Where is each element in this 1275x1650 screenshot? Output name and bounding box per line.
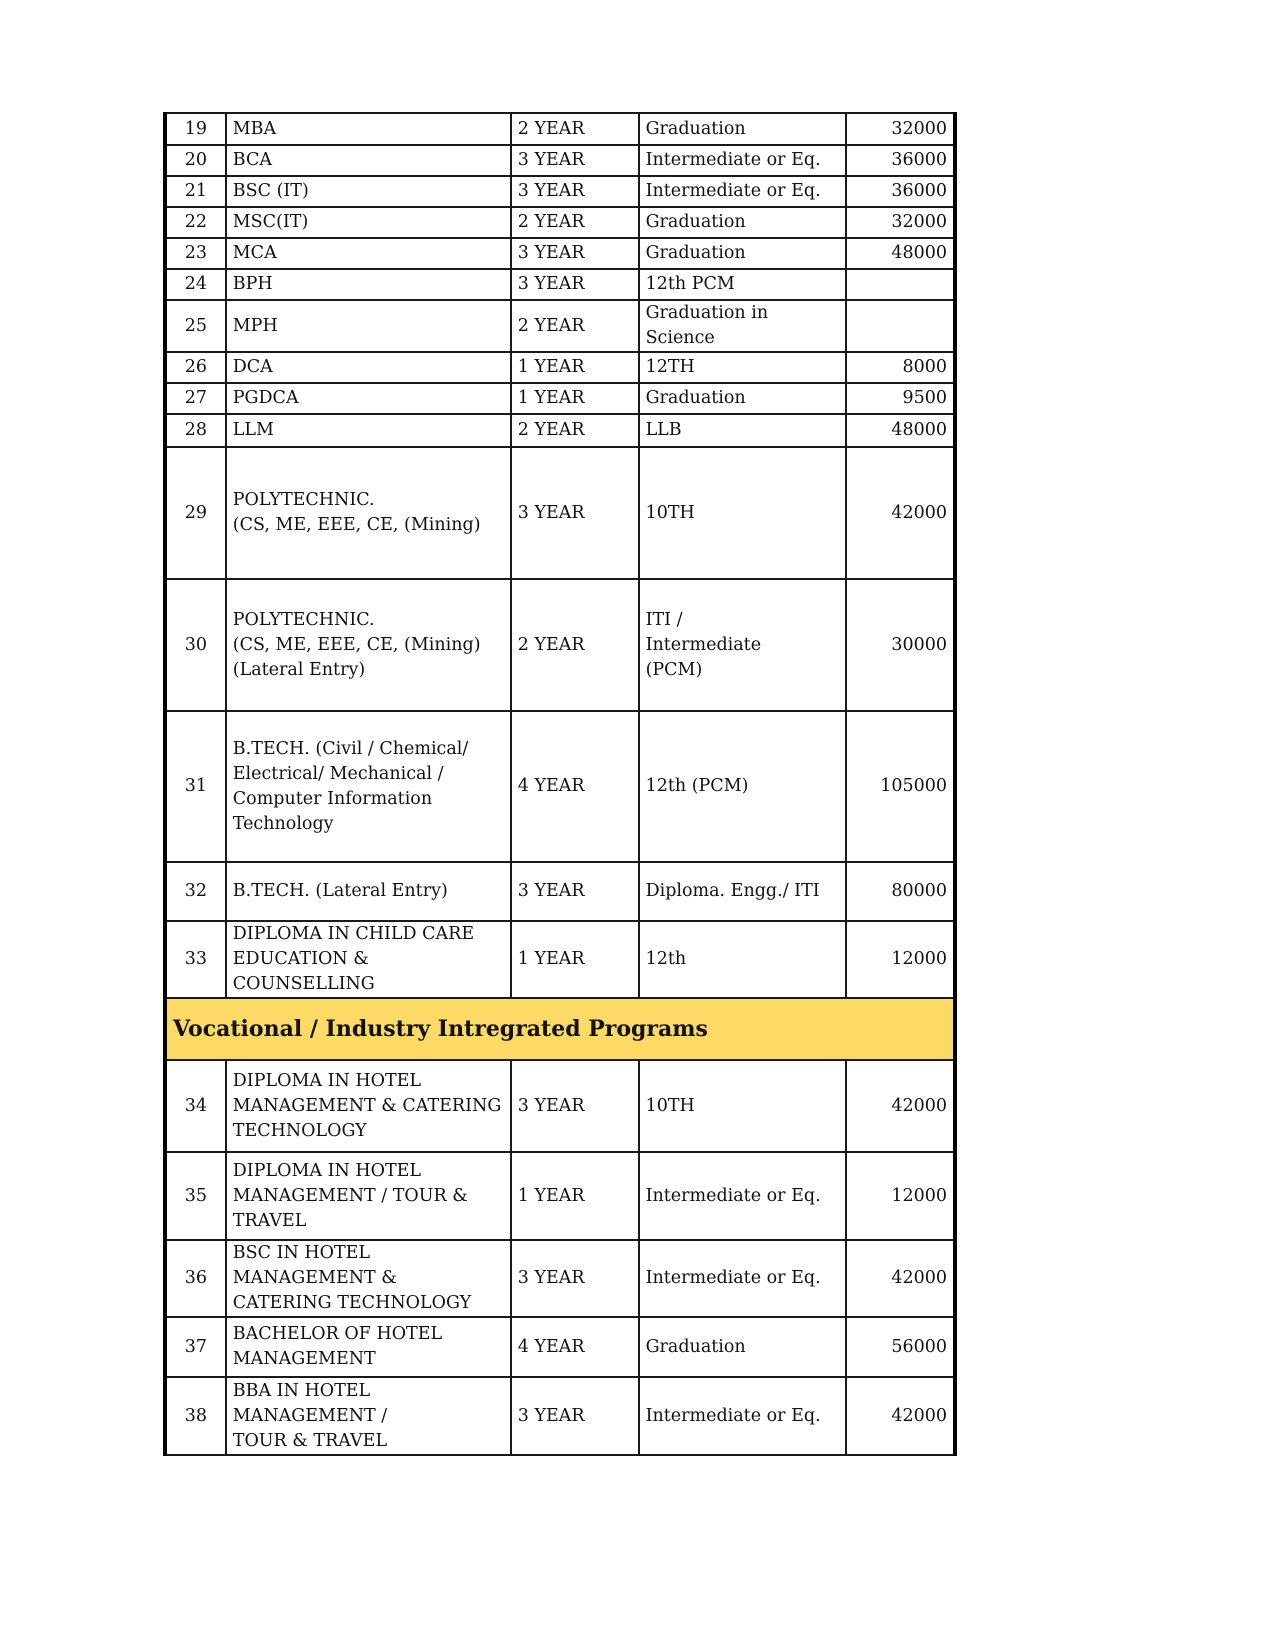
duration-cell: 2 YEAR (511, 579, 639, 711)
duration-cell: 3 YEAR (511, 238, 639, 269)
course-name-cell: DCA (226, 352, 511, 383)
fee-cell: 8000 (846, 352, 955, 383)
serial-number-cell: 21 (165, 176, 226, 207)
fee-cell: 42000 (846, 1377, 955, 1455)
duration-cell: 3 YEAR (511, 145, 639, 176)
course-rows-group-2 (165, 1060, 955, 1455)
serial-number-cell: 27 (165, 383, 226, 414)
course-rows-group-1 (165, 113, 955, 998)
qualification-cell: 12th (PCM) (639, 711, 846, 862)
duration-cell: 3 YEAR (511, 1240, 639, 1317)
course-row (165, 1240, 955, 1317)
fee-cell: 36000 (846, 176, 955, 207)
duration-cell: 3 YEAR (511, 269, 639, 300)
duration-cell: 1 YEAR (511, 352, 639, 383)
course-name-cell: BACHELOR OF HOTEL MANAGEMENT (226, 1317, 511, 1377)
fee-cell: 56000 (846, 1317, 955, 1377)
course-name-cell: B.TECH. (Civil / Chemical/ Electrical/ Mechanical / Computer Information Technology (226, 711, 511, 862)
course-name-cell: MSC(IT) (226, 207, 511, 238)
fee-cell: 30000 (846, 579, 955, 711)
duration-cell: 1 YEAR (511, 1152, 639, 1240)
duration-cell: 3 YEAR (511, 1060, 639, 1152)
fee-cell: 80000 (846, 862, 955, 921)
qualification-cell: Intermediate or Eq. (639, 1240, 846, 1317)
fee-cell (846, 300, 955, 352)
fee-cell: 42000 (846, 1240, 955, 1317)
qualification-cell: Intermediate or Eq. (639, 1377, 846, 1455)
serial-number-cell: 26 (165, 352, 226, 383)
course-row (165, 1317, 955, 1377)
fee-cell: 105000 (846, 711, 955, 862)
course-row (165, 145, 955, 176)
qualification-cell: ITI / Intermediate (PCM) (639, 579, 846, 711)
course-name-cell: BSC (IT) (226, 176, 511, 207)
qualification-cell: Graduation (639, 238, 846, 269)
fee-cell: 48000 (846, 414, 955, 447)
qualification-cell: Diploma. Engg./ ITI (639, 862, 846, 921)
course-name-cell: DIPLOMA IN HOTEL MANAGEMENT & CATERING TECHNOLOGY (226, 1060, 511, 1152)
qualification-cell: Intermediate or Eq. (639, 1152, 846, 1240)
course-name-cell: MPH (226, 300, 511, 352)
serial-number-cell: 38 (165, 1377, 226, 1455)
serial-number-cell: 29 (165, 447, 226, 579)
qualification-cell: Graduation in Science (639, 300, 846, 352)
course-row (165, 300, 955, 352)
serial-number-cell: 31 (165, 711, 226, 862)
course-name-cell: BSC IN HOTEL MANAGEMENT & CATERING TECHNOLOGY (226, 1240, 511, 1317)
serial-number-cell: 37 (165, 1317, 226, 1377)
course-row (165, 1152, 955, 1240)
duration-cell: 1 YEAR (511, 383, 639, 414)
duration-cell: 2 YEAR (511, 207, 639, 238)
qualification-cell: 10TH (639, 447, 846, 579)
course-name-cell: MBA (226, 113, 511, 145)
section-header-row (165, 998, 955, 1060)
serial-number-cell: 25 (165, 300, 226, 352)
qualification-cell: LLB (639, 414, 846, 447)
course-row (165, 352, 955, 383)
duration-cell: 2 YEAR (511, 300, 639, 352)
qualification-cell: Graduation (639, 113, 846, 145)
fee-cell: 48000 (846, 238, 955, 269)
course-row (165, 579, 955, 711)
serial-number-cell: 34 (165, 1060, 226, 1152)
fee-cell: 32000 (846, 113, 955, 145)
duration-cell: 3 YEAR (511, 862, 639, 921)
fee-cell: 42000 (846, 447, 955, 579)
course-row (165, 1377, 955, 1455)
course-row (165, 238, 955, 269)
duration-cell: 4 YEAR (511, 711, 639, 862)
fee-cell: 32000 (846, 207, 955, 238)
serial-number-cell: 35 (165, 1152, 226, 1240)
qualification-cell: Graduation (639, 383, 846, 414)
course-name-cell: POLYTECHNIC. (CS, ME, EEE, CE, (Mining) (226, 447, 511, 579)
course-row (165, 113, 955, 145)
course-row (165, 862, 955, 921)
section-header-group (165, 998, 955, 1060)
course-name-cell: PGDCA (226, 383, 511, 414)
serial-number-cell: 22 (165, 207, 226, 238)
serial-number-cell: 23 (165, 238, 226, 269)
course-name-cell: LLM (226, 414, 511, 447)
duration-cell: 2 YEAR (511, 414, 639, 447)
course-name-cell: DIPLOMA IN HOTEL MANAGEMENT / TOUR & TRAVEL (226, 1152, 511, 1240)
duration-cell: 2 YEAR (511, 113, 639, 145)
fee-cell: 12000 (846, 1152, 955, 1240)
qualification-cell: Graduation (639, 1317, 846, 1377)
course-name-cell: BPH (226, 269, 511, 300)
serial-number-cell: 24 (165, 269, 226, 300)
duration-cell: 4 YEAR (511, 1317, 639, 1377)
course-row (165, 921, 955, 998)
fee-cell: 9500 (846, 383, 955, 414)
serial-number-cell: 28 (165, 414, 226, 447)
course-name-cell: BCA (226, 145, 511, 176)
fee-cell (846, 269, 955, 300)
course-name-cell: B.TECH. (Lateral Entry) (226, 862, 511, 921)
fee-cell: 42000 (846, 1060, 955, 1152)
course-name-cell: POLYTECHNIC. (CS, ME, EEE, CE, (Mining) (Lateral Entry) (226, 579, 511, 711)
duration-cell: 3 YEAR (511, 447, 639, 579)
course-fee-table (163, 112, 957, 1456)
course-name-cell: MCA (226, 238, 511, 269)
course-row (165, 711, 955, 862)
fee-cell: 12000 (846, 921, 955, 998)
course-row (165, 269, 955, 300)
course-row (165, 414, 955, 447)
course-row (165, 383, 955, 414)
duration-cell: 3 YEAR (511, 176, 639, 207)
duration-cell: 3 YEAR (511, 1377, 639, 1455)
serial-number-cell: 32 (165, 862, 226, 921)
qualification-cell: 12th (639, 921, 846, 998)
serial-number-cell: 33 (165, 921, 226, 998)
course-row (165, 447, 955, 579)
course-name-cell: BBA IN HOTEL MANAGEMENT / TOUR & TRAVEL (226, 1377, 511, 1455)
serial-number-cell: 36 (165, 1240, 226, 1317)
qualification-cell: 12TH (639, 352, 846, 383)
fee-cell: 36000 (846, 145, 955, 176)
qualification-cell: 12th PCM (639, 269, 846, 300)
duration-cell: 1 YEAR (511, 921, 639, 998)
serial-number-cell: 19 (165, 113, 226, 145)
qualification-cell: Intermediate or Eq. (639, 176, 846, 207)
course-row (165, 1060, 955, 1152)
qualification-cell: Intermediate or Eq. (639, 145, 846, 176)
qualification-cell: Graduation (639, 207, 846, 238)
course-name-cell: DIPLOMA IN CHILD CARE EDUCATION & COUNSELLING (226, 921, 511, 998)
serial-number-cell: 30 (165, 579, 226, 711)
serial-number-cell: 20 (165, 145, 226, 176)
qualification-cell: 10TH (639, 1060, 846, 1152)
course-row (165, 207, 955, 238)
section-title: Vocational / Industry Intregrated Programs (165, 998, 955, 1060)
course-row (165, 176, 955, 207)
